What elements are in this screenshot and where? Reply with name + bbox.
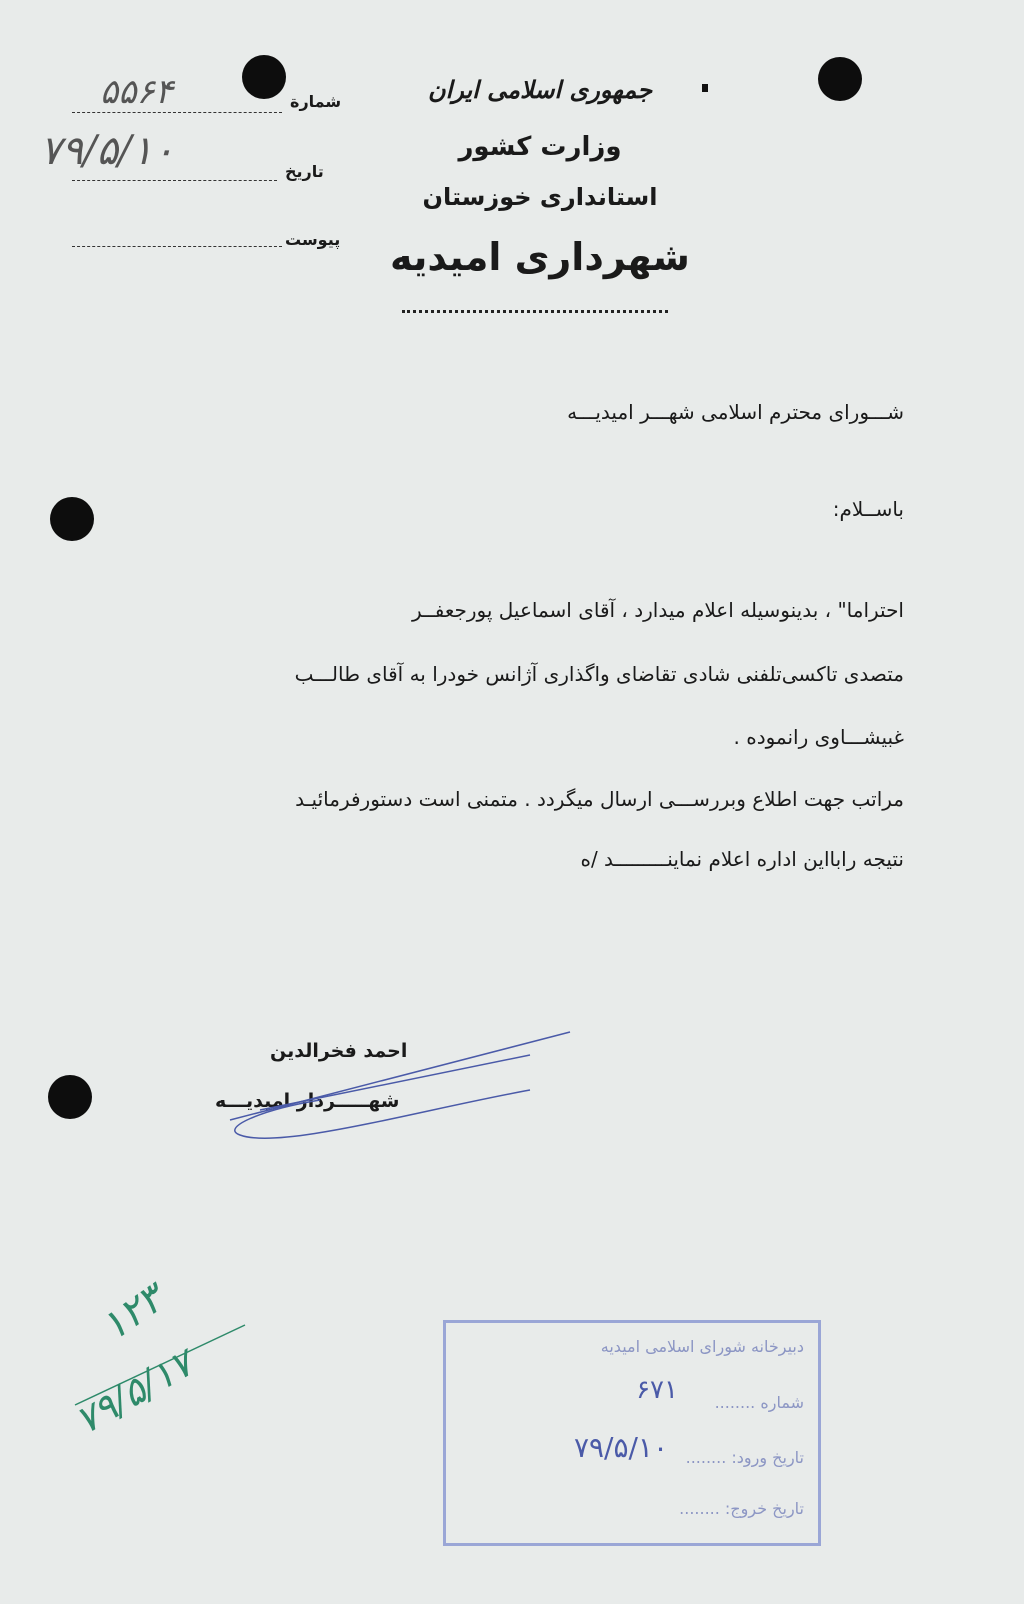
date-label: تاریخ <box>285 162 324 181</box>
signer-title: شهـــــردار امیدیـــه <box>215 1090 400 1112</box>
note-date: ۷۹/۵/۱۷ <box>67 1341 201 1443</box>
greeting: باســلام: <box>832 497 904 521</box>
punch-hole <box>50 497 94 541</box>
number-line <box>72 112 282 113</box>
stamp-number-value: ۶۷۱ <box>636 1375 678 1405</box>
punch-hole <box>242 55 286 99</box>
body-line: متصدی تاکسی‌تلفنی شادی تقاضای واگذاری آژانس خودرا به آقای طالـــب <box>294 662 904 686</box>
signer-name: احمد فخرالدین <box>270 1040 408 1062</box>
attachment-label: پیوست <box>285 230 341 249</box>
letterhead-divider <box>402 310 668 313</box>
attachment-line <box>72 246 282 247</box>
stamp-exit-label: تاریخ خروج: ........ <box>679 1499 804 1518</box>
date-line <box>72 180 277 181</box>
number-label: شمارة <box>290 92 342 111</box>
punch-hole <box>48 1075 92 1119</box>
stamp-entry-value: ۷۹/۵/۱۰ <box>573 1431 668 1464</box>
stamp-number-label: شماره ........ <box>714 1393 804 1412</box>
addressee: شـــورای محترم اسلامی شهـــر امیدیـــه <box>567 400 904 424</box>
stamp-entry-label: تاریخ ورود: ........ <box>685 1448 804 1467</box>
body-line: مراتب جهت اطلاع وبررســـی ارسال میگردد . متمنی است دستورفرمائیـد <box>295 787 904 811</box>
stamp-title: دبیرخانه شورای اسلامی امیدیه <box>600 1337 804 1356</box>
handwritten-signature <box>200 1020 600 1170</box>
letterhead-country: جمهوری اسلامی ایران <box>427 76 653 104</box>
registry-stamp <box>443 1320 821 1546</box>
note-number: ۱۲۳ <box>92 1275 172 1351</box>
body-line: نتیجه رابااین اداره اعلام نماینـــــــــد /ه <box>580 847 904 871</box>
letterhead-ministry: وزارت کشور <box>458 132 622 162</box>
date-value: ۷۹/۵/۱۰ <box>40 128 175 174</box>
number-value: ۵۵۶۴ <box>100 72 174 112</box>
letterhead-governorate: استانداری خوزستان <box>422 183 658 211</box>
note-slash <box>70 1320 250 1410</box>
body-line: غبیشـــاوی رانموده . <box>733 725 904 749</box>
body-line: احتراما" ، بدینوسیله اعلام میدارد ، آقای اسماعیل پورجعفــر <box>411 598 904 622</box>
letterhead-municipality: شهرداری امیدیه <box>390 235 690 279</box>
punch-hole <box>818 57 862 101</box>
